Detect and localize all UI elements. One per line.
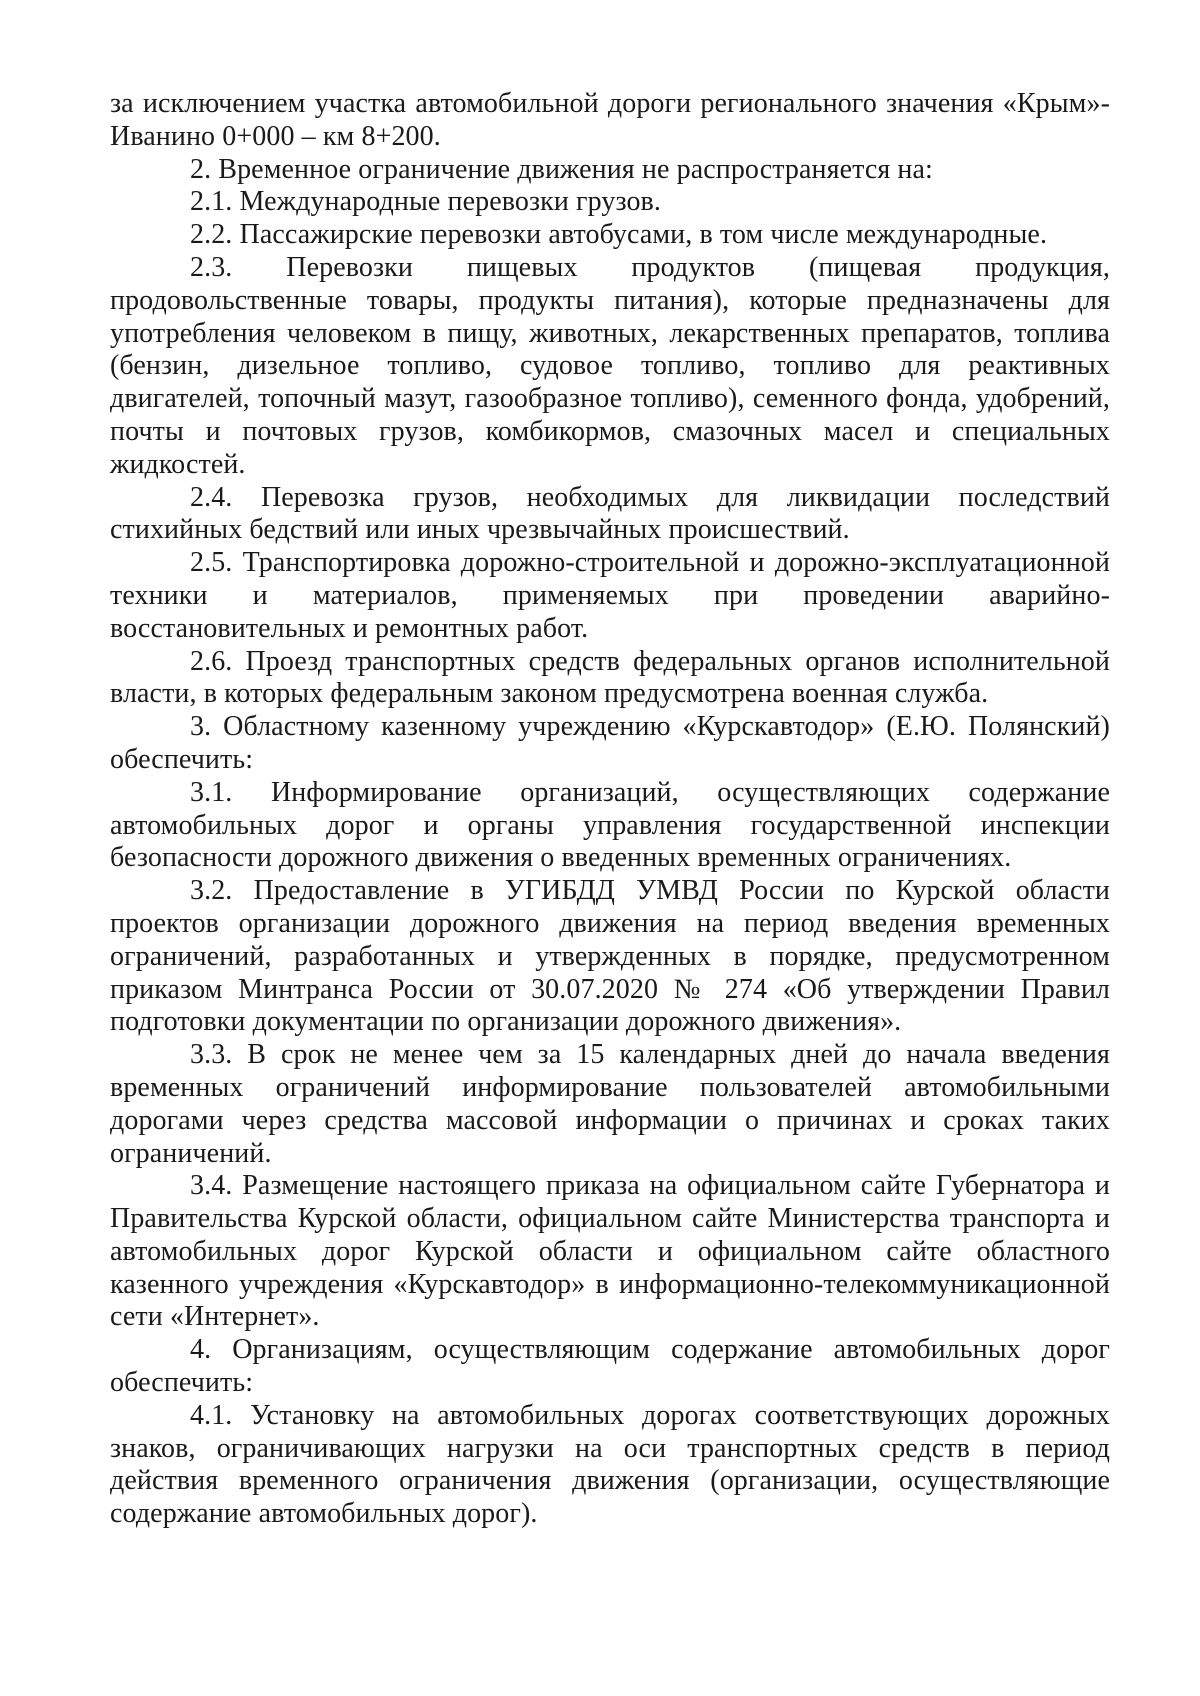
paragraph-2-3: 2.3. Перевозки пищевых продуктов (пищевая продукция, продовольственные товары, продукты питания), которые предназначены для употребления человеком в пищу, животных, лекарственных препаратов, топлива (бензин, дизельное топливо, судовое топливо, топливо для реактивных двигателей, топочный мазут, газообразное топливо), семенного фонда, удобрений, почты и почтовых грузов, комбикормов, смазочных масел и специальных жидкостей. bbox=[110, 251, 1110, 480]
paragraph-2-4: 2.4. Перевозка грузов, необходимых для ликвидации последствий стихийных бедствий или иных чрезвычайных происшествий. bbox=[110, 481, 1110, 546]
paragraph-2-5: 2.5. Транспортировка дорожно-строительной и дорожно-эксплуатационной техники и материалов, применяемых при проведении аварийно-восстановительных и ремонтных работ. bbox=[110, 547, 1110, 644]
paragraph-3-4: 3.4. Размещение настоящего приказа на официальном сайте Губернатора и Правительства Курской области, официальном сайте Министерства транспорта и автомобильных дорог Курской области и официальном сайте областного казенного учреждения «Курскавтодор» в информационно-телекоммуникационной сети «Интернет». bbox=[110, 1170, 1110, 1333]
paragraph-3-3: 3.3. В срок не менее чем за 15 календарных дней до начала введения временных ограничений информирование пользователей автомобильными дорогами через средства массовой информации о причинах и сроках таких ограничений. bbox=[110, 1039, 1110, 1169]
paragraph-2-2: 2.2. Пассажирские перевозки автобусами, в том числе международные. bbox=[190, 219, 1048, 251]
paragraph-2: 2. Временное ограничение движения не распространяется на: bbox=[190, 153, 933, 185]
paragraph-3: 3. Областному казенному учреждению «Курскавтодор» (Е.Ю. Полянский) обеспечить: bbox=[110, 711, 1110, 775]
paragraph-continuation: за исключением участка автомобильной дороги регионального значения «Крым»-Иванино 0+000 – км 8+200. bbox=[110, 88, 1110, 152]
paragraph-2-6: 2.6. Проезд транспортных средств федеральных органов исполнительной власти, в которых федеральным законом предусмотрена военная служба. bbox=[110, 645, 1110, 710]
paragraph-3-1: 3.1. Информирование организаций, осуществляющих содержание автомобильных дорог и органы управления государственной инспекции безопасности дорожного движения о введенных временных ограничениях. bbox=[110, 776, 1110, 874]
document-body bbox=[110, 88, 1110, 1531]
paragraph-4-1: 4.1. Установку на автомобильных дорогах соответствующих дорожных знаков, ограничивающих нагрузки на оси транспортных средств в период действия временного ограничения движения (организации, осуществляющие содержание автомобильных дорог). bbox=[110, 1399, 1110, 1530]
paragraph-3-2: 3.2. Предоставление в УГИБДД УМВД России по Курской области проектов организации дорожного движения на период введения временных ограничений, разработанных и утвержденных в порядке, предусмотренном приказом Минтранса России от 30.07.2020 № 274 «Об утверждении Правил подготовки документации по организации дорожного движения». bbox=[110, 875, 1110, 1038]
paragraph-4: 4. Организациям, осуществляющим содержание автомобильных дорог обеспечить: bbox=[110, 1334, 1110, 1399]
paragraph-2-1: 2.1. Международные перевозки грузов. bbox=[190, 186, 661, 218]
